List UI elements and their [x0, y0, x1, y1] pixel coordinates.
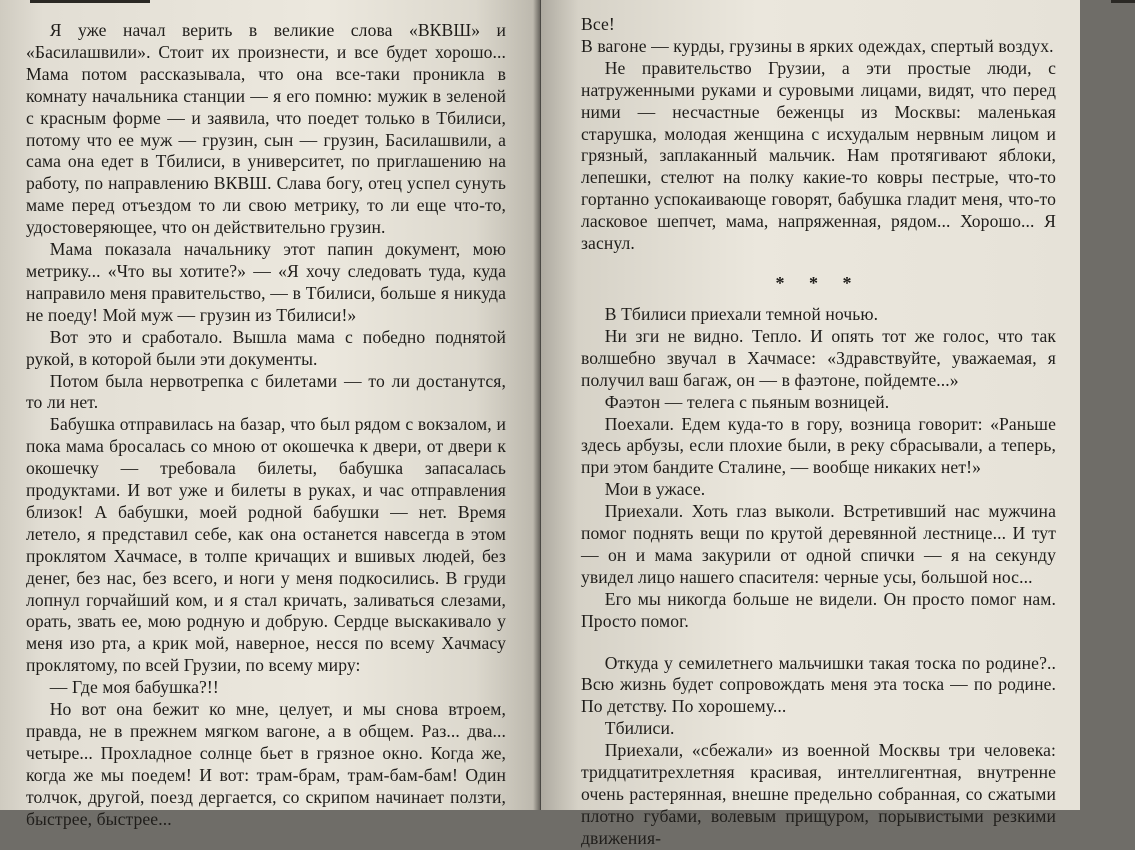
paragraph: Мои в ужасе.: [604, 479, 706, 500]
paragraph: Но вот она бежит ко мне, целует, и мы снова втроем, правда, не в прежнем мягком вагоне, а в общем. Раз... два... четыре... Прохладное солнце бьет в грязное окно. Когда же, когда же мы поедем! И вот: трам-брам, трам-бам-бам! Один толчок, другой, поезд дергается, со скрипом начинает ползти, быстрее, быстрее...: [26, 699, 506, 829]
paragraph: В вагоне — курды, грузины в ярких одеждах, спертый воздух.: [581, 35, 1054, 56]
blank-line: [581, 633, 1056, 653]
paragraph: В Тбилиси приехали темной ночью.: [604, 303, 879, 324]
paragraph: Все!: [581, 14, 615, 34]
section-separator: * * *: [775, 272, 862, 293]
paragraph: Мама показала начальнику этот папин документ, мою метрику... «Что вы хотите?» — «Я хочу следовать туда, куда направило меня правительство, — в Тбилиси, больше я никуда не поеду! Мой муж — грузин из Тбилиси!»: [26, 239, 506, 325]
paragraph: Приехали. Хоть глаз выколи. Встретивший нас мужчина помог поднять вещи по крутой деревянной лестнице... И тут — он и мама закурили от одной спички — я на секунду увидел лицо нашего спасителя: черные усы, большой нос...: [581, 501, 1056, 587]
paragraph: Бабушка отправилась на базар, что был рядом с вокзалом, и пока мама бросалась со мною от окошечка к двери, от двери к окошечку — требовала билеты, бабушка запасалась продуктами. И вот уже и билеты в руках, и час отправления близок! А бабушки, моей родной бабушки — нет. Время летело, я представил себе, как она останется навсегда в этом проклятом Хачмасе, в толпе кричащих и вшивых людей, без денег, без нас, без всего, и ноги у меня подкосились. В груди лопнул горчайший ком, и я стал кричать, заливаться слезами, орать, звать ее, мою родную и добрую. Сердце выскакивало у меня изо рта, а крик мой, наверное, несся по всему Хачмасу проклятому, по всей Грузии, по всему миру:: [26, 414, 506, 676]
left-page-text: [26, 20, 506, 831]
top-rule: [1111, 0, 1135, 3]
paragraph: Потом была нервотрепка с билетами — то ли достанутся, то ли нет.: [26, 370, 506, 413]
paragraph: Вот это и сработало. Вышла мама с победно поднятой рукой, в которой были эти документы.: [26, 326, 506, 369]
right-page: [541, 0, 1080, 848]
paragraph: Не правительство Грузии, а эти простые люди, с натруженными руками и суровыми лицами, видят, что перед ними — несчастные беженцы из Москвы: маленькая старушка, молодая женщина с исхудалым нервным лицом и грязный, заплаканный мальчик. Нам протягивают яблоки, лепешки, стелют на полку какие-то ковры пестрые, что-то гортанно успокаивающе говорят, бабушка гладит меня, что-то ласковое шепчет, мама, напряженная, рядом... Хорошо... Я заснул.: [581, 57, 1056, 254]
paragraph: Откуда у семилетнего мальчишки такая тоска по родине?.. Всю жизнь будет сопровождать меня эта тоска — по родине. По детству. По хорошему...: [581, 652, 1056, 717]
paragraph: Его мы никогда больше не видели. Он просто помог нам. Просто помог.: [581, 588, 1056, 631]
right-page-text: [581, 14, 1056, 850]
paragraph: — Где моя бабушка?!!: [49, 677, 219, 698]
paragraph: Поехали. Едем куда-то в гору, возница говорит: «Раньше здесь арбузы, если плохие были, в реку сбрасывали, а теперь, при этом бандите Сталине, — вообще никаких нет!»: [581, 413, 1056, 478]
paragraph: Тбилиси.: [604, 718, 675, 739]
paragraph: Я уже начал верить в великие слова «ВКВШ» и «Басилашвили». Стоит их произнести, и все будет хорошо... Мама потом рассказывала, что она все-таки проникла в комнату начальника станции — я его помню: мужик в зеленой с красным форме — и заявила, что поедет только в Тбилиси, потому что ее муж — грузин, сын — грузин, Басилашвили, а сама она едет в Тбилиси, в университет, по приглашению на работу, по направлению ВКВШ. Слава богу, отец успел сунуть маме перед отъездом то ли свою метрику, то ли еще что-то, удостоверяющее, что он действительно грузин.: [26, 20, 506, 238]
paragraph: Фаэтон — телега с пьяным возницей.: [604, 391, 890, 412]
paragraph: Ни зги не видно. Тепло. И опять тот же голос, что так волшебно звучал в Хачмасе: «Здравствуйте, уважаемая, я получил ваш багаж, он — в фаэтоне, пойдемте...»: [581, 325, 1056, 390]
top-rule: [30, 0, 150, 3]
left-page: [0, 0, 540, 829]
paragraph: Приехали, «сбежали» из военной Москвы три человека: тридцатитрехлетняя красивая, интеллигентная, внутренне очень растерянная, внешне предельно собранная, со сжатыми плотно губами, волевым прищуром, порывистыми резкими движения-: [581, 740, 1056, 848]
